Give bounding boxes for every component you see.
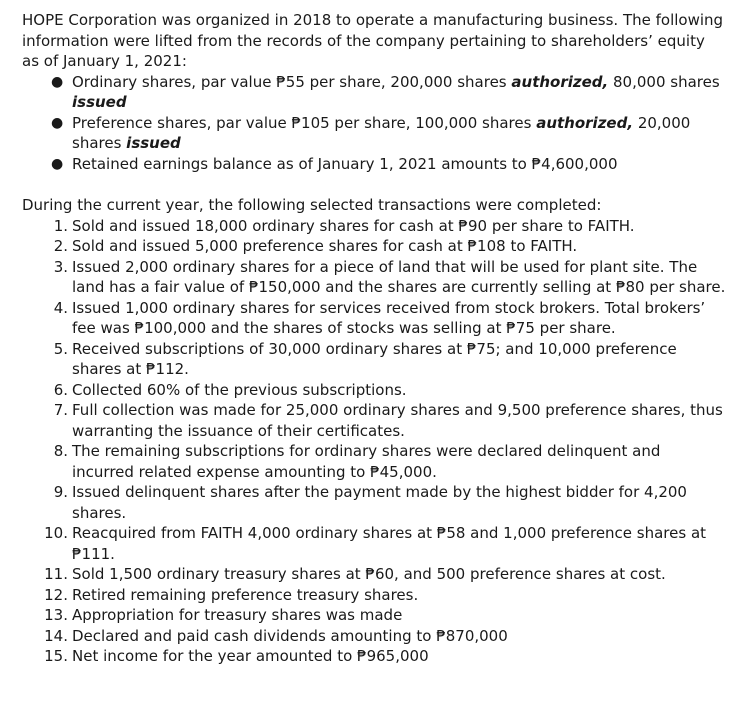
list-item: 1. Sold and issued 18,000 ordinary shares for cash at ₱90 per share to FAITH. <box>53 216 635 235</box>
bullet-icon: ● <box>51 73 64 90</box>
list-item: 15. Net income for the year amounted to ₱965,000 <box>44 647 429 665</box>
list-item: 4. Issued 1,000 ordinary shares for services received from stock brokers. Total brokers’ fee was ₱100,000 and the shares of stocks was selling at ₱75 per share. <box>53 298 706 337</box>
equity-bullet-list <box>22 72 726 175</box>
transactions-list <box>22 216 726 667</box>
list-item: 13. Appropriation for treasury shares was made <box>44 606 403 624</box>
list-item: 5. Received subscriptions of 30,000 ordinary shares at ₱75; and 10,000 preference shares at ₱112. <box>53 339 677 378</box>
list-item: ● Preference shares, par value ₱105 per share, 100,000 shares authorized, 20,000 shares issued <box>51 113 691 152</box>
intro-paragraph: HOPE Corporation was organized in 2018 to operate a manufacturing business. The following information were lifted from the records of the company pertaining to shareholders’ equity as of January 1, 2021: <box>22 11 724 70</box>
list-item: ● Ordinary shares, par value ₱55 per share, 200,000 shares authorized, 80,000 shares issued <box>51 72 720 111</box>
list-item: 11. Sold 1,500 ordinary treasury shares at ₱60, and 500 preference shares at cost. <box>44 565 666 583</box>
spacer <box>22 174 726 195</box>
bullet-icon: ● <box>51 114 64 131</box>
list-item: 10. Reacquired from FAITH 4,000 ordinary shares at ₱58 and 1,000 preference shares at ₱111. <box>44 524 707 563</box>
bullet-icon: ● <box>51 155 64 172</box>
transactions-heading: During the current year, the following selected transactions were completed: <box>22 196 602 214</box>
list-item: ● Retained earnings balance as of January 1, 2021 amounts to ₱4,600,000 <box>51 154 618 173</box>
list-item: 7. Full collection was made for 25,000 ordinary shares and 9,500 preference shares, thus warranting the issuance of their certificates. <box>53 401 723 440</box>
list-item: 8. The remaining subscriptions for ordinary shares were declared delinquent and incurred related expense amounting to ₱45,000. <box>53 442 661 481</box>
list-item: 14. Declared and paid cash dividends amounting to ₱870,000 <box>44 626 508 645</box>
list-item: 6. Collected 60% of the previous subscriptions. <box>53 380 407 399</box>
list-item: 9. Issued delinquent shares after the payment made by the highest bidder for 4,200 shares. <box>53 483 687 522</box>
list-item: 2. Sold and issued 5,000 preference shares for cash at ₱108 to FAITH. <box>53 237 578 255</box>
list-item: 12. Retired remaining preference treasury shares. <box>44 585 419 604</box>
list-item: 3. Issued 2,000 ordinary shares for a piece of land that will be used for plant site. The land has a fair value of ₱150,000 and the shares are currently selling at ₱80 per share. <box>53 257 726 296</box>
